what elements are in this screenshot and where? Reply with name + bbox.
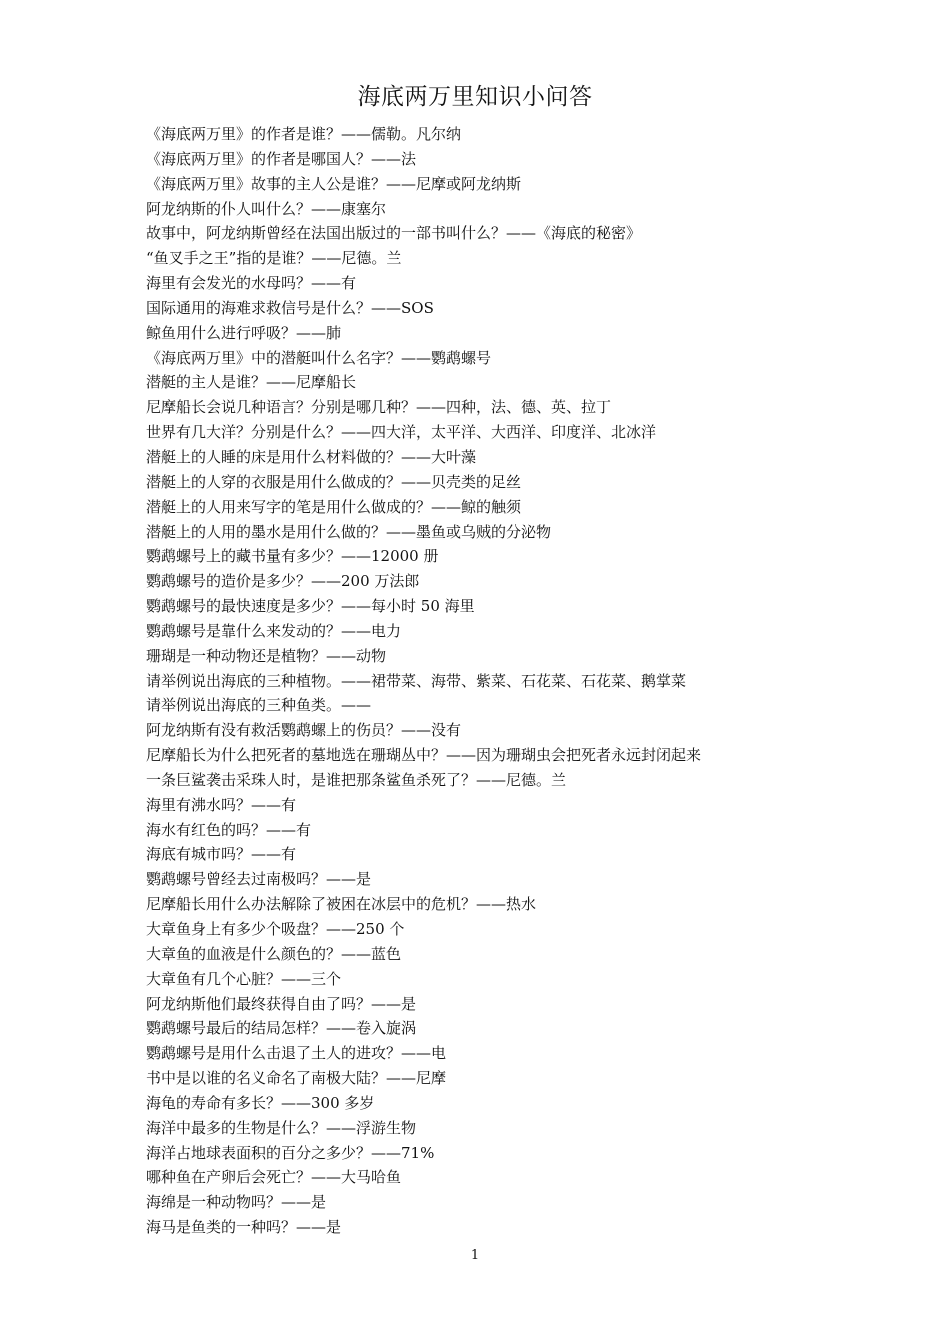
qa-line: 哪种鱼在产卵后会死亡？——大马哈鱼	[146, 1168, 402, 1187]
qa-line: 鲸鱼用什么进行呼吸？——肺	[146, 323, 342, 342]
qa-line: “鱼叉手之王”指的是谁？——尼德。兰	[146, 249, 402, 268]
qa-line: 海底有城市吗？——有	[146, 845, 297, 864]
qa-line: 故事中，阿龙纳斯曾经在法国出版过的一部书叫什么？——《海底的秘密》	[146, 224, 642, 243]
qa-line: 请举例说出海底的三种鱼类。——	[146, 696, 372, 715]
qa-line: 鹦鹉螺号是靠什么来发动的？——电力	[146, 621, 402, 640]
qa-line: 鹦鹉螺号上的藏书量有多少？——12000 册	[146, 547, 439, 566]
qa-line: 海里有会发光的水母吗？——有	[146, 274, 357, 293]
qa-line: 鹦鹉螺号最后的结局怎样？——卷入旋涡	[146, 1019, 417, 1038]
qa-line: 阿龙纳斯他们最终获得自由了吗？——是	[146, 994, 417, 1013]
document-title: 海底两万里知识小问答	[357, 84, 593, 110]
qa-line: 鹦鹉螺号曾经去过南极吗？——是	[146, 870, 372, 889]
qa-line: 阿龙纳斯的仆人叫什么？——康塞尔	[146, 199, 387, 218]
qa-line: 海水有红色的吗？——有	[146, 820, 312, 839]
qa-line: 海洋占地球表面积的百分之多少？——71%	[146, 1143, 435, 1162]
qa-line: 潜艇上的人穿的衣服是用什么做成的？——贝壳类的足丝	[146, 472, 522, 491]
qa-line: 鹦鹉螺号的造价是多少？——200 万法郎	[146, 572, 420, 591]
qa-line: 潜艇上的人用来写字的笔是用什么做成的？——鲸的触须	[146, 497, 522, 516]
qa-line: 《海底两万里》的作者是谁？——儒勒。凡尔纳	[146, 125, 462, 143]
qa-line: 大章鱼身上有多少个吸盘？——250 个	[146, 920, 405, 938]
qa-line: 阿龙纳斯有没有救活鹦鹉螺上的伤员？——没有	[146, 721, 462, 740]
qa-line: 海马是鱼类的一种吗？——是	[146, 1218, 342, 1237]
qa-line: 尼摩船长为什么把死者的墓地选在珊瑚丛中？——因为珊瑚虫会把死者永远封闭起来	[146, 746, 702, 765]
qa-line: 海绵是一种动物吗？——是	[146, 1193, 327, 1212]
qa-line: 世界有几大洋？分别是什么？——四大洋，太平洋、大西洋、印度洋、北冰洋	[146, 423, 657, 442]
qa-line: 尼摩船长会说几种语言？分别是哪几种？——四种，法、德、英、拉丁	[146, 398, 612, 417]
qa-line: 鹦鹉螺号的最快速度是多少？——每小时 50 海里	[146, 597, 475, 616]
qa-line: 尼摩船长用什么办法解除了被困在冰层中的危机？——热水	[146, 895, 537, 914]
qa-line: 珊瑚是一种动物还是植物？——动物	[146, 646, 387, 665]
qa-line: 海里有沸水吗？——有	[146, 795, 297, 814]
qa-line: 潜艇上的人睡的床是用什么材料做的？——大叶藻	[146, 447, 477, 466]
qa-line: 鹦鹉螺号是用什么击退了土人的进攻？——电	[146, 1044, 447, 1063]
qa-line: 书中是以谁的名义命名了南极大陆？——尼摩	[146, 1069, 447, 1088]
qa-line: 大章鱼有几个心脏？——三个	[146, 969, 342, 988]
qa-line: 一条巨鲨袭击采珠人时，是谁把那条鲨鱼杀死了？——尼德。兰	[146, 770, 567, 789]
qa-line: 《海底两万里》故事的主人公是谁？——尼摩或阿龙纳斯	[146, 174, 522, 193]
qa-line: 国际通用的海难求救信号是什么？——SOS	[146, 298, 434, 317]
qa-line: 请举例说出海底的三种植物。——裙带菜、海带、紫菜、石花菜、石花菜、鹅掌菜	[146, 671, 687, 690]
page-number: 1	[470, 1248, 480, 1263]
qa-line: 潜艇的主人是谁？——尼摩船长	[146, 373, 357, 392]
qa-line: 《海底两万里》中的潜艇叫什么名字？——鹦鹉螺号	[146, 348, 492, 367]
qa-list	[146, 122, 846, 1240]
qa-line: 海洋中最多的生物是什么？——浮游生物	[146, 1118, 417, 1137]
qa-line: 大章鱼的血液是什么颜色的？——蓝色	[146, 944, 402, 963]
qa-line: 潜艇上的人用的墨水是用什么做的？——墨鱼或乌贼的分泌物	[146, 522, 552, 541]
qa-line: 《海底两万里》的作者是哪国人？——法	[146, 149, 417, 168]
qa-line: 海龟的寿命有多长？——300 多岁	[146, 1093, 375, 1112]
